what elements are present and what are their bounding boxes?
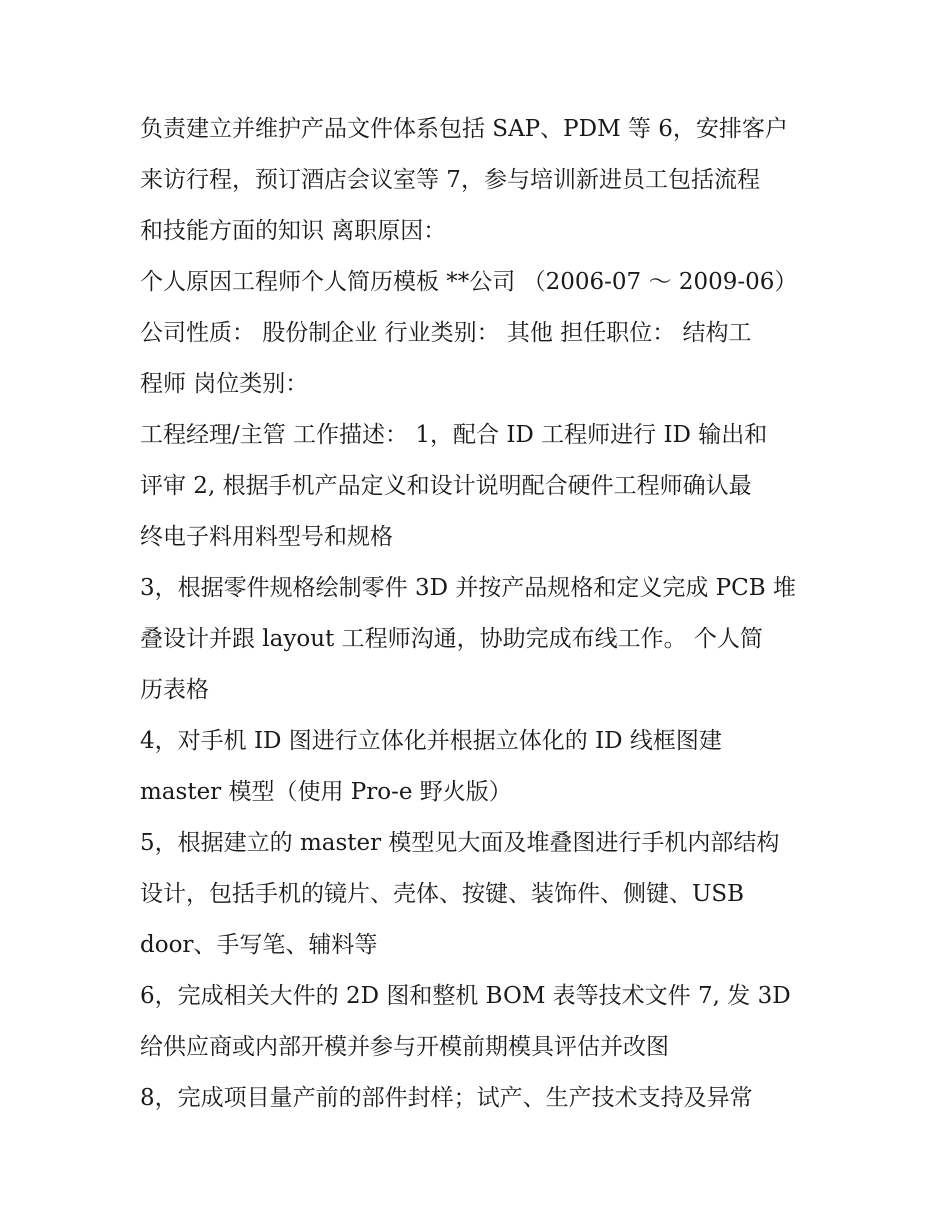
text-line: 叠设计并跟 layout 工程师沟通，协助完成布线工作。 个人简 bbox=[140, 626, 763, 652]
text-line: door、手写笔、辅料等 bbox=[140, 932, 378, 958]
text-line: master 模型（使用 Pro-e 野火版） bbox=[140, 779, 512, 805]
text-line: 工程经理/主管 工作描述： 1，配合 ID 工程师进行 ID 输出和 bbox=[140, 422, 768, 448]
text-line: 4，对手机 ID 图进行立体化并根据立体化的 ID 线框图建 bbox=[140, 728, 722, 754]
text-line: 6，完成相关大件的 2D 图和整机 BOM 表等技术文件 7, 发 3D bbox=[140, 983, 791, 1009]
text-line: 3，根据零件规格绘制零件 3D 并按产品规格和定义完成 PCB 堆 bbox=[140, 575, 796, 601]
text-line: 8，完成项目量产前的部件封样；试产、生产技术支持及异常 bbox=[140, 1085, 753, 1111]
resume-body-text bbox=[140, 104, 830, 1124]
text-line: 程师 岗位类别： bbox=[140, 371, 309, 397]
text-line: 终电子料用料型号和规格 bbox=[140, 524, 393, 550]
text-line: 历表格 bbox=[140, 677, 209, 703]
text-line: 评审 2, 根据手机产品定义和设计说明配合硬件工程师确认最 bbox=[140, 473, 752, 499]
text-line: 公司性质： 股份制企业 行业类别： 其他 担任职位： 结构工 bbox=[140, 320, 752, 346]
text-line: 给供应商或内部开模并参与开模前期模具评估并改图 bbox=[140, 1034, 669, 1060]
text-line: 设计，包括手机的镜片、壳体、按键、装饰件、侧键、USB bbox=[140, 881, 745, 907]
text-line: 来访行程，预订酒店会议室等 7，参与培训新进员工包括流程 bbox=[140, 167, 760, 193]
text-line: 个人原因工程师个人简历模板 **公司 （2006-07 ～ 2009-06） bbox=[140, 269, 798, 295]
text-line: 和技能方面的知识 离职原因： bbox=[140, 218, 447, 244]
text-line: 5，根据建立的 master 模型见大面及堆叠图进行手机内部结构 bbox=[140, 830, 780, 856]
text-line: 负责建立并维护产品文件体系包括 SAP、PDM 等 6，安排客户 bbox=[140, 116, 788, 142]
